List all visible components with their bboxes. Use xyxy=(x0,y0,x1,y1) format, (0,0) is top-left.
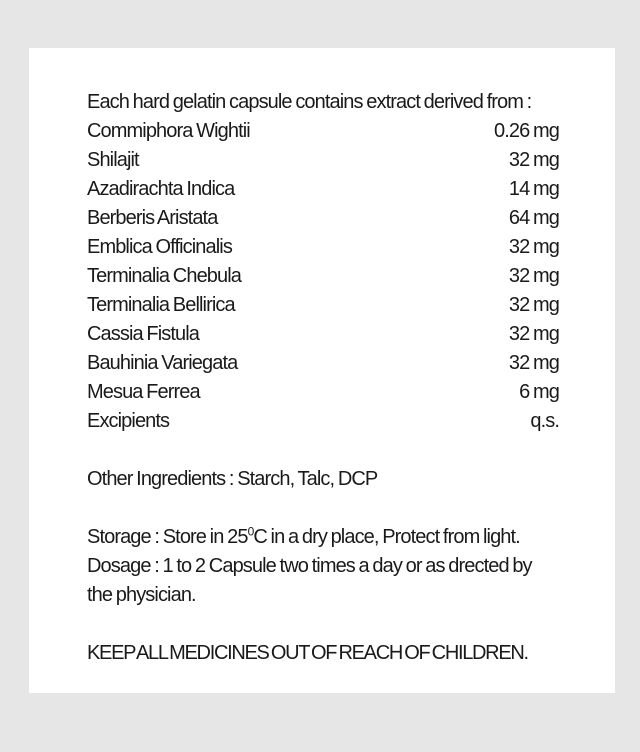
ingredient-row xyxy=(87,117,559,146)
ingredient-amount: 32 mg xyxy=(508,149,559,171)
child-safety-warning: KEEP ALL MEDICINES OUT OF REACH OF CHILDREN. xyxy=(87,642,528,664)
composition-intro: Each hard gelatin capsule contains extract derived from : xyxy=(87,91,532,113)
ingredient-name: Terminalia Chebula xyxy=(87,265,242,287)
ingredient-amount: q.s. xyxy=(530,410,559,432)
ingredient-row xyxy=(87,320,559,349)
ingredient-name: Excipients xyxy=(87,410,170,432)
ingredient-name: Shilajit xyxy=(87,149,139,171)
label-content xyxy=(87,88,559,668)
ingredient-amount: 14 mg xyxy=(508,178,559,200)
ingredient-name: Cassia Fistula xyxy=(87,323,199,345)
spacer xyxy=(87,494,559,523)
ingredient-amount: 0.26 mg xyxy=(494,120,559,142)
storage-suffix: C in a dry place, Protect from light. xyxy=(253,526,520,548)
ingredient-row xyxy=(87,204,559,233)
spacer xyxy=(87,436,559,465)
dosage-instructions: Dosage : 1 to 2 Capsule two times a day or as drected by the physician. xyxy=(87,555,532,606)
ingredient-row xyxy=(87,407,559,436)
other-ingredients: Other Ingredients : Starch, Talc, DCP xyxy=(87,468,378,490)
spacer xyxy=(87,610,559,639)
ingredient-amount: 32 mg xyxy=(508,236,559,258)
ingredient-row xyxy=(87,291,559,320)
ingredient-row xyxy=(87,349,559,378)
ingredient-amount: 32 mg xyxy=(508,323,559,345)
ingredient-name: Emblica Officinalis xyxy=(87,236,232,258)
ingredient-amount: 6 mg xyxy=(519,381,559,403)
ingredient-name: Commiphora Wightii xyxy=(87,120,250,142)
ingredient-row xyxy=(87,233,559,262)
ingredient-name: Berberis Aristata xyxy=(87,207,218,229)
ingredient-amount: 32 mg xyxy=(508,294,559,316)
storage-prefix: Storage : Store in 25 xyxy=(87,526,248,548)
ingredient-name: Terminalia Bellirica xyxy=(87,294,235,316)
ingredient-row xyxy=(87,146,559,175)
ingredient-amount: 64 mg xyxy=(508,207,559,229)
storage-instructions xyxy=(87,523,559,552)
ingredient-name: Bauhinia Variegata xyxy=(87,352,238,374)
ingredient-row xyxy=(87,175,559,204)
ingredient-name: Azadirachta Indica xyxy=(87,178,235,200)
degree-symbol: 0 xyxy=(247,524,254,539)
label-card xyxy=(29,48,615,693)
ingredient-name: Mesua Ferrea xyxy=(87,381,200,403)
ingredient-amount: 32 mg xyxy=(508,265,559,287)
ingredient-row xyxy=(87,262,559,291)
ingredient-amount: 32 mg xyxy=(508,352,559,374)
ingredient-row xyxy=(87,378,559,407)
ingredient-list xyxy=(87,117,559,436)
